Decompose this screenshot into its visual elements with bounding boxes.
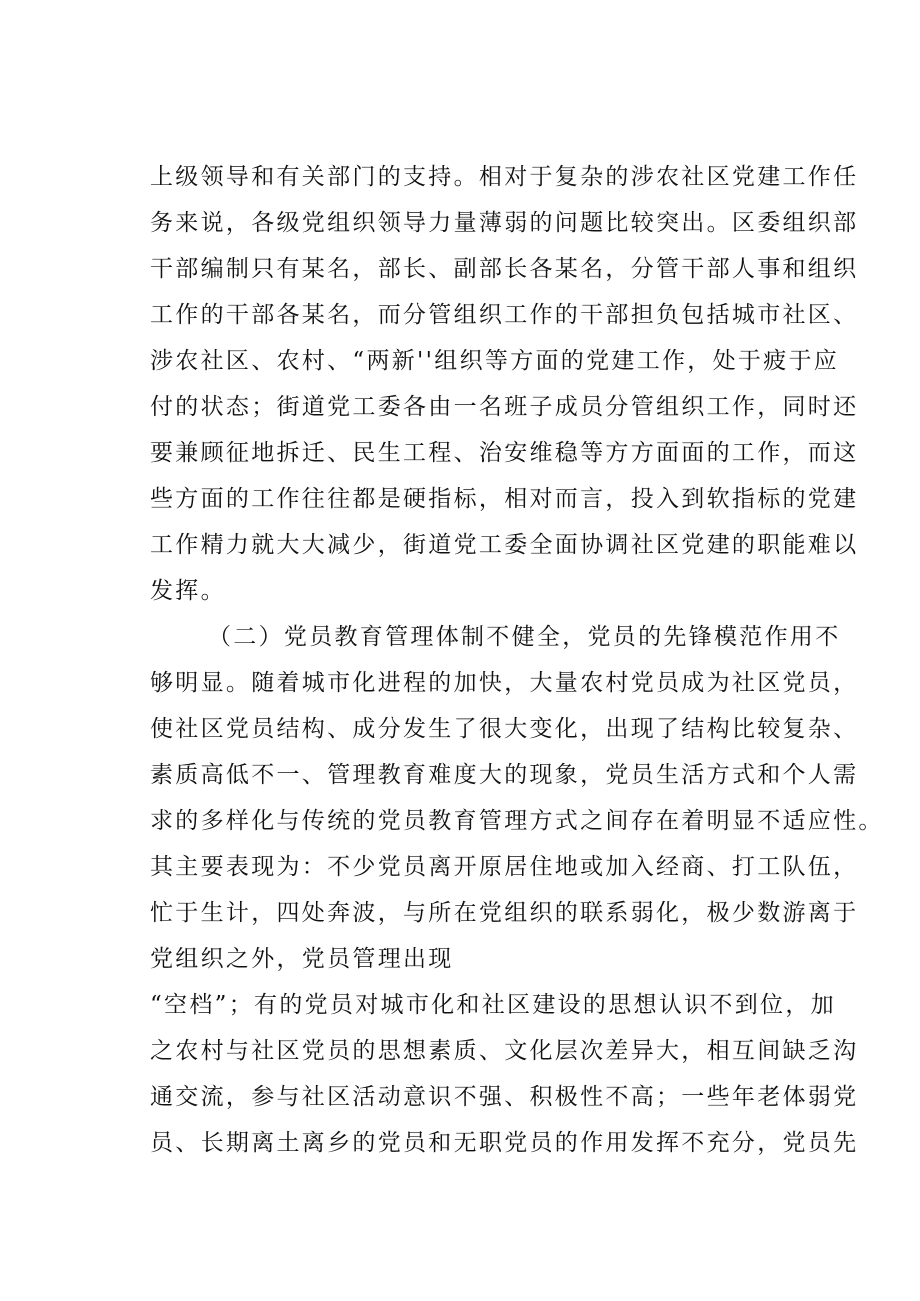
text-line: 求的多样化与传统的党员教育管理方式之间存在着明显不适应性。	[150, 808, 884, 834]
text-line: 素质高低不一、管理教育难度大的现象，党员生活方式和个人需	[150, 762, 859, 788]
text-line: 够明显。随着城市化进程的加快，大量农村党员成为社区党员，	[150, 670, 859, 696]
text-line: 上级领导和有关部门的支持。相对于复杂的涉农社区党建工作任	[150, 164, 859, 190]
body-text	[150, 154, 884, 1166]
text-line: 付的状态；街道党工委各由一名班子成员分管组织工作，同时还	[150, 394, 859, 420]
text-line: 涉农社区、农村、“两新''组织等方面的党建工作，处于疲于应	[150, 348, 840, 374]
text-line: 要兼顾征地拆迁、民生工程、治安维稳等方方面面的工作，而这	[150, 440, 859, 466]
text-line: 党组织之外，党员管理出现	[150, 946, 454, 972]
text-line: 工作的干部各某名，而分管组织工作的干部担负包括城市社区、	[150, 302, 859, 328]
section-heading-line: （二）党员教育管理体制不健全，党员的先锋模范作用不	[208, 624, 841, 650]
text-line: 之农村与社区党员的思想素质、文化层次差异大，相互间缺乏沟	[150, 1038, 859, 1064]
text-line: 忙于生计，四处奔波，与所在党组织的联系弱化，极少数游离于	[150, 900, 859, 926]
text-line: 通交流，参与社区活动意识不强、积极性不高；一些年老体弱党	[150, 1084, 859, 1110]
text-line: 干部编制只有某名，部长、副部长各某名，分管干部人事和组织	[150, 256, 859, 282]
text-line: 些方面的工作往往都是硬指标，相对而言，投入到软指标的党建	[150, 486, 859, 512]
text-line: 务来说，各级党组织领导力量薄弱的问题比较突出。区委组织部	[150, 210, 859, 236]
text-line: 使社区党员结构、成分发生了很大变化，出现了结构比较复杂、	[150, 716, 859, 742]
text-line: 其主要表现为：不少党员离开原居住地或加入经商、打工队伍，	[150, 854, 859, 880]
text-line: 发挥。	[150, 578, 226, 604]
text-line: 员、长期离土离乡的党员和无职党员的作用发挥不充分，党员先	[150, 1130, 859, 1156]
text-line: 工作精力就大大减少，街道党工委全面协调社区党建的职能难以	[150, 532, 859, 558]
text-line: “空档”；有的党员对城市化和社区建设的思想认识不到位，加	[150, 992, 836, 1018]
